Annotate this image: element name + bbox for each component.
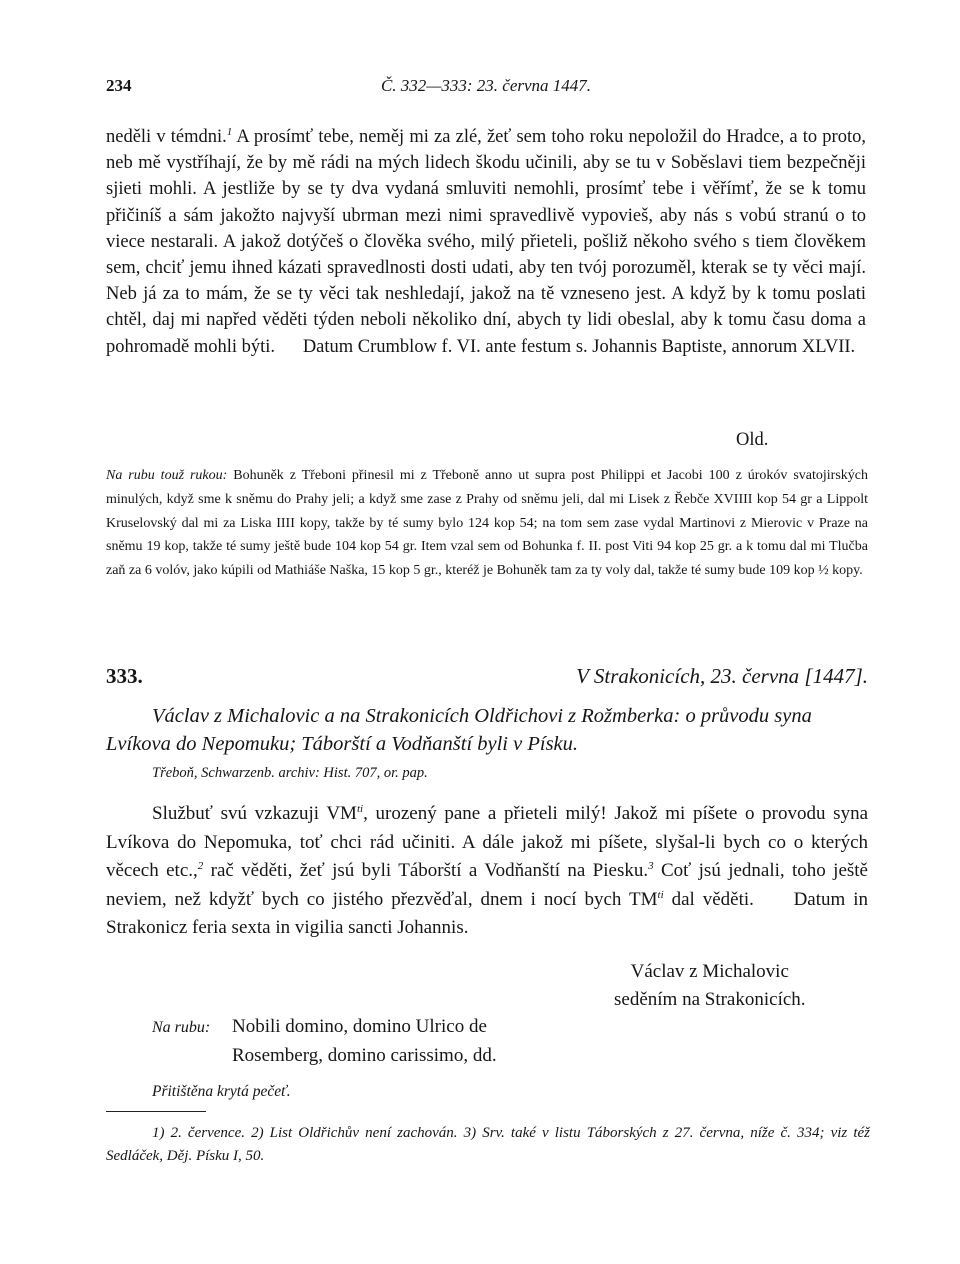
footnote-divider — [106, 1111, 206, 1112]
letter-datum: Datum in Strakonicz feria sexta in vigilia sancti Johannis. — [106, 888, 868, 939]
letter-part: dal věděti. — [663, 888, 754, 910]
footnote-ref-3: 3 — [648, 860, 654, 873]
doc-332-signature: Old. — [736, 430, 769, 450]
doc-333-letter — [106, 800, 868, 943]
page-number: 234 — [106, 76, 132, 95]
doc-332-opening: neděli v témdni. — [106, 127, 227, 147]
doc-332-body: A prosímť tebe, neměj mi za zlé, žeť sem toho roku nepoložil do Hradce, a to proto, neb mě vystříhají, že by mě rádi na mých lidech škodu učinili, aby se tu v Soběslavi tiem bezpečněji sjieti mohli. A jestliže by se ty dva vydaná smluviti nemohli, prosímť tebe i věřímť, že se k tomu přičiníš a sám jakožto najvyší ubrman mezi nimi spravedlivě vypovieš, aby nás s vobú stranú o to viece nestarali. A jakož dotýčeš o člověka svého, milý přieteli, pošliž někoho svého s tiem člověkem sem, chciť jemu ihned kázati spravedlnosti dosti udati, aby ten tvój porozuměl, kterak se ty věci mají. Neb já za to mám, že se ty věci tak neshledají, jakož na tě vzneseno jest. A když by k tomu poslati chtěl, daj mi napřed věděti týden neboli několiko dní, abych ty lidi obeslal, aby k tomu času doma a pohromadě mohli býti. — [106, 127, 866, 357]
dorsal-text: Bohuněk z Třeboni přinesil mi z Třeboně anno ut supra post Philippi et Jacobi 100 z úrokóv svatojirských minulých, když sme k sněmu do Prahy jeli; a když sme zase z Prahy od sněmu jeli, dal mi Lisek z Řebče XVIIII kop 54 gr a Lippolt Kruselovský dal mi za Liska IIII kopy, takže by té sumy bylo 124 kop 54; na tom sem zase vydal Martinovi z Mierovic v Praze na sněmu 19 kop, takže té sumy ještě bude 104 kop 54 gr. Item vzal sem od Bohunka f. II. post Viti 94 kop 25 gr. a k tomu dal mi Tlučba zaň za 6 volóv, jako kúpili od Mathiáše Naška, 15 kop 5 gr., kteréž je Bohuněk tam za ty voly dal, takže té sumy bude 109 kop ½ kopy. — [106, 468, 869, 579]
letter-part: rač věděti, žeť jsú byli Táborští a Vodňanští na Piesku. — [203, 860, 649, 882]
doc-332-datum: Datum Crumblow f. VI. ante festum s. Johannis Baptiste, annorum XLVII. — [302, 336, 856, 357]
footnote-ref-2: 2 — [197, 860, 204, 873]
footnote-ref-1: 1 — [226, 126, 233, 138]
letter-part: , urozený pane a přieteli milý! Jakož mi píšete o provodu syna Lvíkova do Nepomuka, toť chci rád učiniti. A dále jakož mi píšete, slyšal-li bych co o kterých věcech etc., — [106, 803, 868, 882]
signature-line: seděním na Strakonicích. — [614, 989, 806, 1010]
doc-333-source: Třeboň, Schwarzenb. archiv: Hist. 707, or. pap. — [152, 765, 428, 781]
address-line: Nobili domino, domino Ulrico de — [232, 1016, 487, 1037]
superscript: ti — [356, 803, 364, 815]
letter-part: Coť jsú jednali, toho ještě neviem, než kdyžť bych co jistého přezvěďal, dnem i nocí bych TM — [106, 860, 868, 910]
letter-part: Službuť svú vzkazuji VM — [152, 803, 357, 824]
seal-note: Přitištěna krytá pečeť. — [152, 1083, 291, 1100]
doc-332-dorsal-note — [106, 464, 868, 583]
footnotes: 1) 2. července. 2) List Oldřichův není zachován. 3) Srv. také v listu Táborských z 27. června, níže č. 334; viz též Sedláček, Děj. Písku I, 50. — [106, 1125, 870, 1164]
signature-line: Václav z Michalovic — [630, 961, 789, 982]
address-label: Na rubu: — [152, 1019, 211, 1036]
doc-333-place-date: V Strakonicích, 23. června [1447]. — [576, 664, 868, 688]
page-header — [106, 76, 866, 100]
doc-332-text — [106, 124, 866, 360]
running-title: Č. 332—333: 23. června 1447. — [380, 76, 592, 95]
dorsal-label: Na rubu touž rukou: — [106, 468, 228, 483]
doc-333-address — [152, 1013, 497, 1070]
superscript: ti — [657, 888, 664, 901]
doc-333-signature — [614, 958, 806, 1014]
address-line: Rosemberg, domino carissimo, dd. — [232, 1045, 497, 1066]
doc-333-regest: Václav z Michalovic a na Strakonicích Oldřichovi z Rožmberka: o průvodu syna Lvíkova do Nepomuku; Táborští a Vodňanští byli v Písku. — [106, 705, 812, 755]
doc-333-number: 333. — [106, 664, 143, 688]
